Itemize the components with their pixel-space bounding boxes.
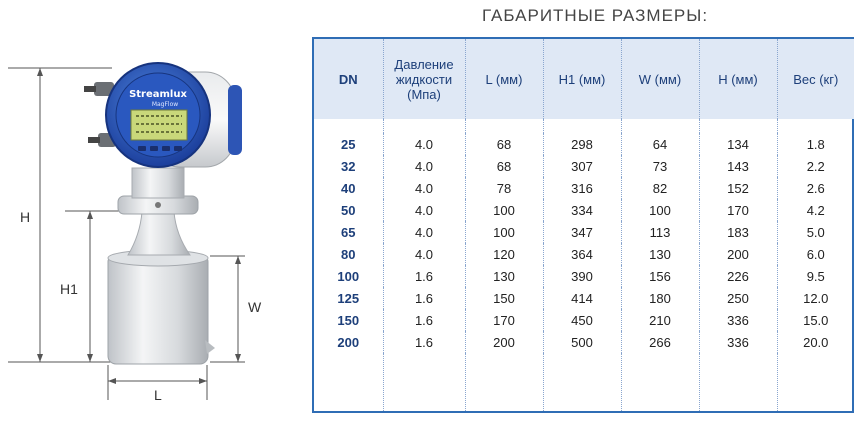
- cell: 336: [699, 309, 777, 331]
- cell: 2.2: [806, 158, 825, 174]
- cell: 130: [621, 243, 699, 265]
- cell: 12.0: [803, 290, 829, 306]
- dimensions-table: [312, 37, 854, 413]
- cell: 334: [543, 199, 621, 221]
- cell: 82: [621, 177, 699, 199]
- cell: 347: [543, 221, 621, 243]
- brand-logo: Streamlux: [129, 89, 187, 100]
- table-header-row: [314, 39, 854, 119]
- table-row: [314, 133, 854, 155]
- cell: 9.5: [806, 268, 825, 284]
- cell: 152: [699, 177, 777, 199]
- cell: 307: [543, 155, 621, 177]
- cell: 1.8: [806, 136, 825, 152]
- cell-dn: 125: [314, 287, 383, 309]
- cell: 113: [621, 221, 699, 243]
- cell: 64: [621, 133, 699, 155]
- cell: 120: [465, 243, 543, 265]
- table-row: [314, 265, 854, 287]
- cell: 130: [465, 265, 543, 287]
- cell: 500: [543, 331, 621, 353]
- cell: 4.0: [383, 221, 465, 243]
- header-l: L (мм): [465, 39, 543, 119]
- cell: 298: [543, 133, 621, 155]
- sensor-body: [108, 168, 215, 364]
- dim-label-h: H: [20, 209, 31, 225]
- cell: 250: [699, 287, 777, 309]
- cell: 336: [699, 331, 777, 353]
- table-row: [314, 309, 854, 331]
- cell-dn: 32: [314, 155, 383, 177]
- table-row: [314, 331, 854, 353]
- dim-label-l: L: [154, 387, 162, 403]
- table-row: [314, 243, 854, 265]
- cell-dn: 100: [314, 265, 383, 287]
- cell: 1.6: [383, 287, 465, 309]
- cell: 100: [465, 221, 543, 243]
- header-w: W (мм): [621, 39, 699, 119]
- cell-dn: 65: [314, 221, 383, 243]
- cell: 1.6: [383, 309, 465, 331]
- cell: 68: [465, 155, 543, 177]
- flowmeter-diagram: [0, 0, 300, 421]
- header-dn: DN: [314, 39, 383, 119]
- header-h: H (мм): [699, 39, 777, 119]
- cell: 4.0: [383, 243, 465, 265]
- cell: 390: [543, 265, 621, 287]
- cell: 1.6: [383, 265, 465, 287]
- page-title: ГАБАРИТНЫЕ РАЗМЕРЫ:: [481, 6, 709, 25]
- cell-dn: 25: [314, 133, 383, 155]
- table-row: [314, 221, 854, 243]
- cell: 100: [465, 199, 543, 221]
- cell-dn: 80: [314, 243, 383, 265]
- cell: 364: [543, 243, 621, 265]
- cell: 5.0: [806, 224, 825, 240]
- table-body: [314, 119, 854, 411]
- dim-label-w: W: [248, 299, 262, 315]
- cell: 316: [543, 177, 621, 199]
- cell: 100: [621, 199, 699, 221]
- cell-dn: 200: [314, 331, 383, 353]
- cell: 20.0: [803, 334, 829, 350]
- cell: 78: [465, 177, 543, 199]
- cell: 4.0: [383, 199, 465, 221]
- cell: 210: [621, 309, 699, 331]
- cell-dn: 50: [314, 199, 383, 221]
- cell: 180: [621, 287, 699, 309]
- cell-dn: 150: [314, 309, 383, 331]
- table-row: [314, 287, 854, 309]
- cell: 143: [699, 155, 777, 177]
- cell: 226: [699, 265, 777, 287]
- header-h1: H1 (мм): [543, 39, 621, 119]
- dim-label-h1: H1: [60, 281, 78, 297]
- lcd-display: [131, 110, 187, 140]
- table-row: [314, 199, 854, 221]
- cell: 4.0: [383, 133, 465, 155]
- cell: 150: [465, 287, 543, 309]
- model-name: MagFlow: [151, 101, 179, 108]
- cell: 183: [699, 221, 777, 243]
- cell: 68: [465, 133, 543, 155]
- table-row: [314, 155, 854, 177]
- cell: 414: [543, 287, 621, 309]
- cell: 6.0: [806, 246, 825, 262]
- cell: 15.0: [803, 312, 829, 328]
- cell: 156: [621, 265, 699, 287]
- cell: 1.6: [383, 331, 465, 353]
- cell: 200: [699, 243, 777, 265]
- table-row: [314, 177, 854, 199]
- cell: 200: [465, 331, 543, 353]
- cell: 170: [465, 309, 543, 331]
- header-pressure: Давление жидкости (Мпа): [383, 39, 465, 119]
- cell: 266: [621, 331, 699, 353]
- cell: 134: [699, 133, 777, 155]
- cell-dn: 40: [314, 177, 383, 199]
- cell: 73: [621, 155, 699, 177]
- cell: 4.0: [383, 155, 465, 177]
- header-weight: Вес (кг): [777, 39, 854, 119]
- cell: 4.0: [383, 177, 465, 199]
- cell: 4.2: [806, 202, 825, 218]
- transmitter-head: [84, 63, 242, 167]
- cell: 170: [699, 199, 777, 221]
- cell: 2.6: [806, 180, 825, 196]
- cell: 450: [543, 309, 621, 331]
